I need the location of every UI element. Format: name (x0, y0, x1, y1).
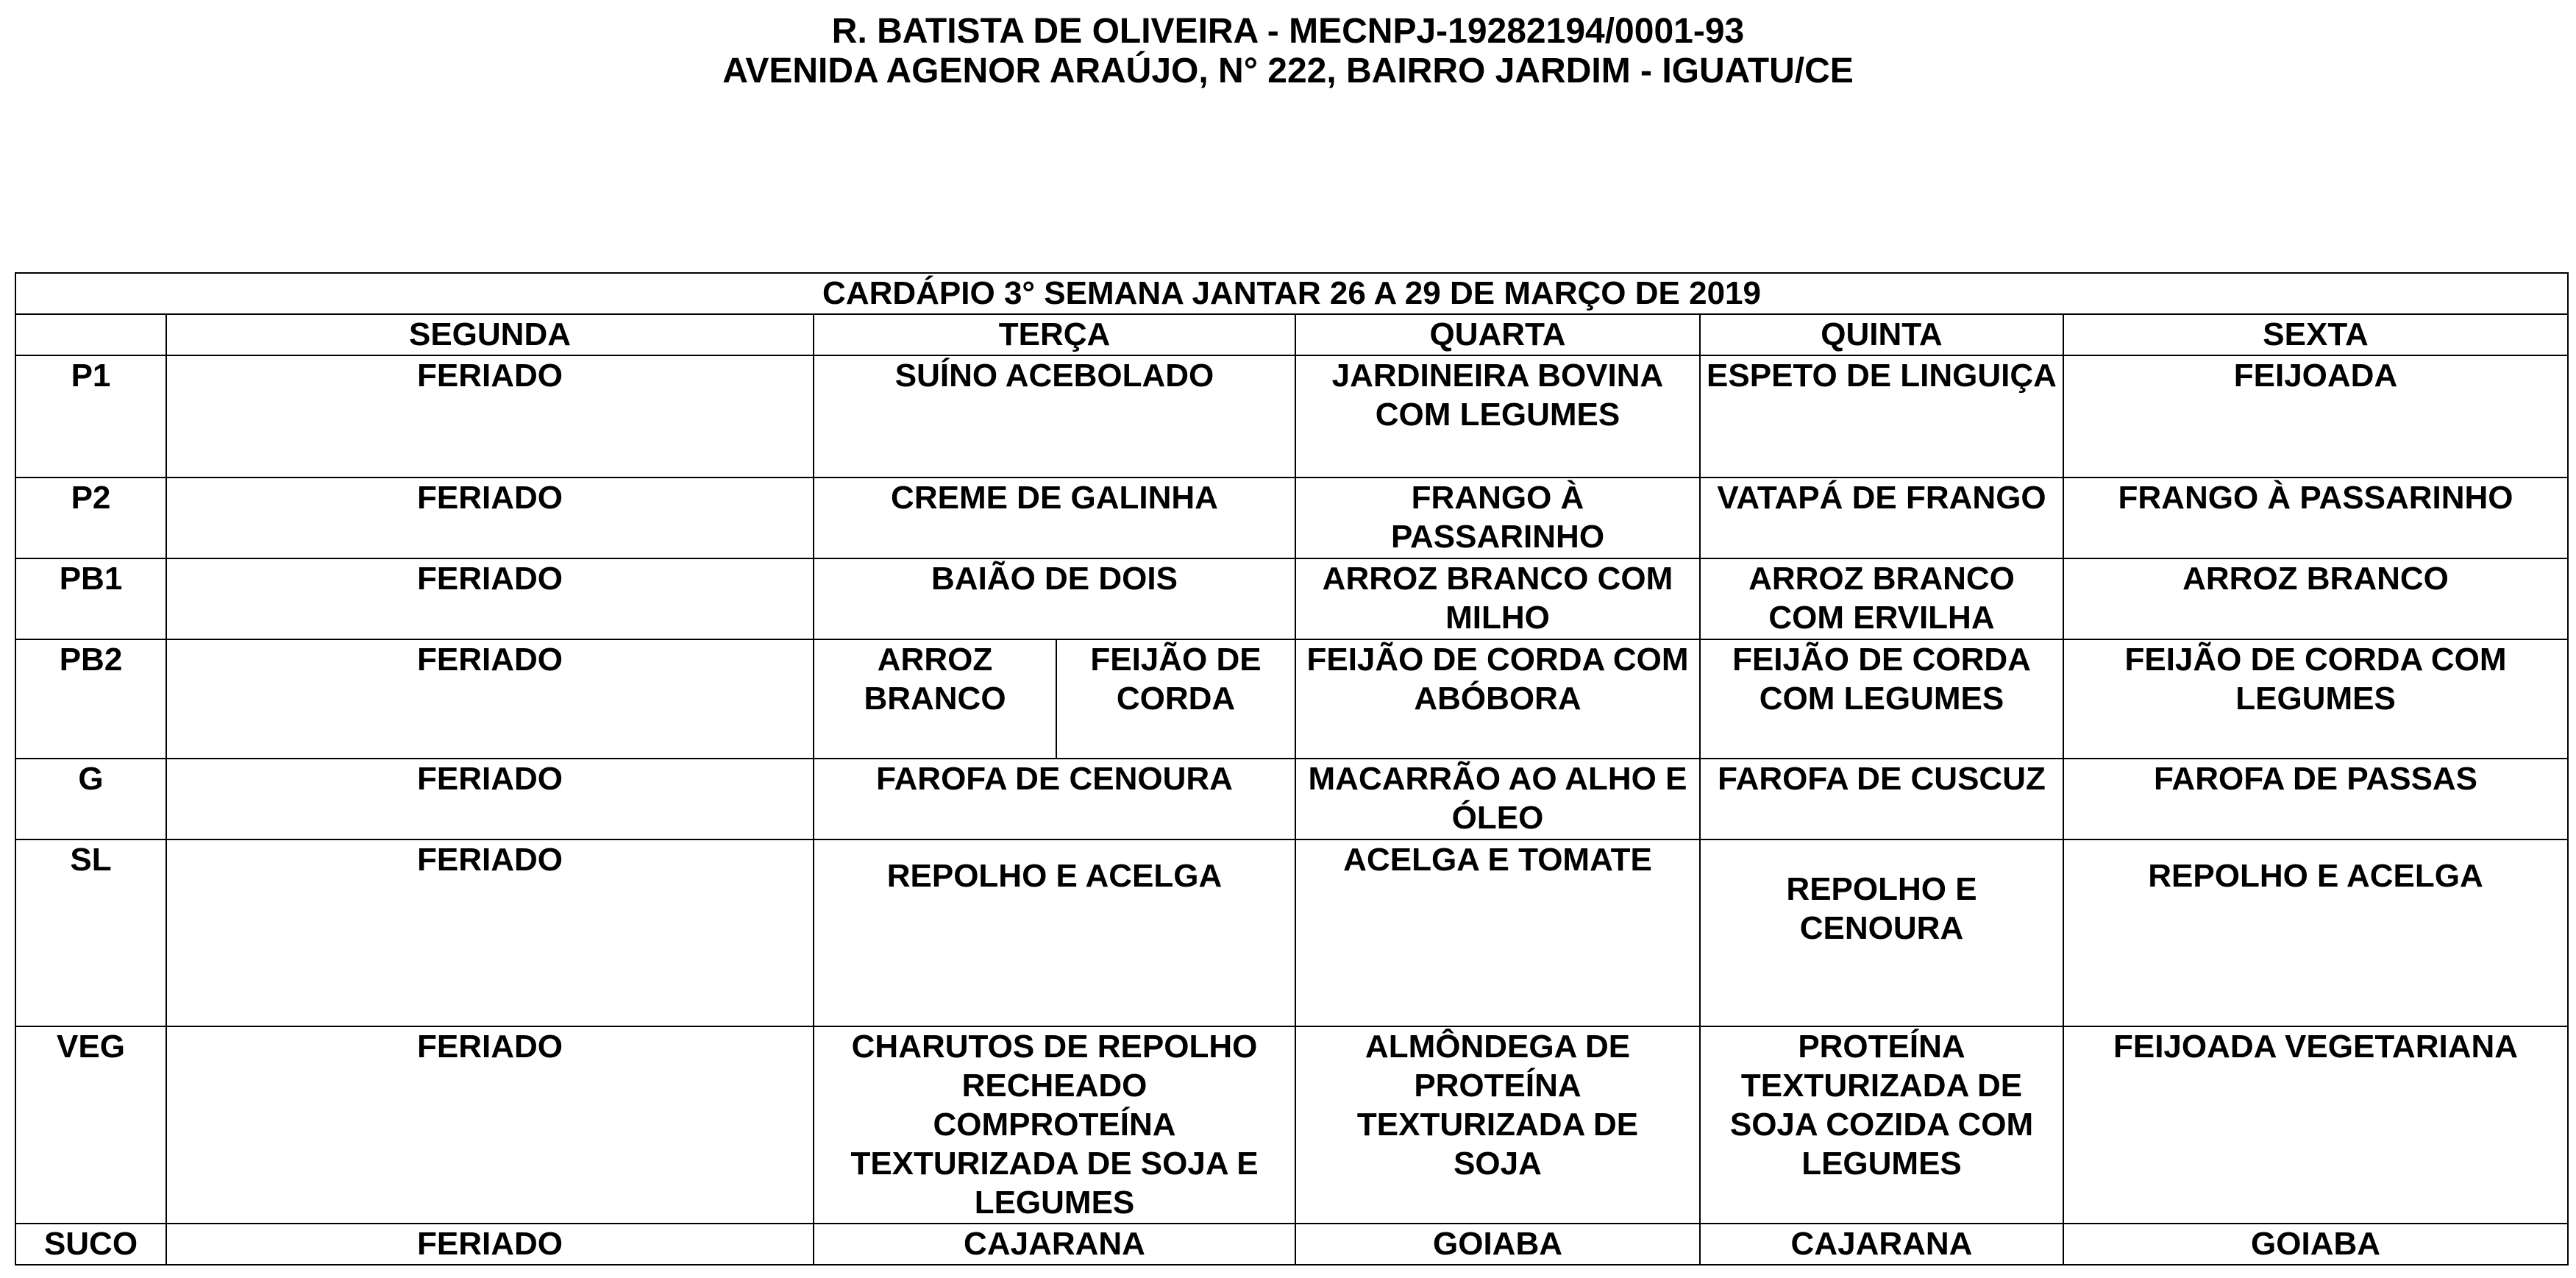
caption-row (15, 273, 2568, 314)
cell-p1-segunda: FERIADO (166, 355, 814, 478)
cell-veg-quarta: ALMÔNDEGA DE PROTEÍNA TEXTURIZADA DE SOJA (1295, 1026, 1700, 1224)
menu-row-pb1 (15, 558, 2568, 639)
company-name-line: R. BATISTA DE OLIVEIRA - MECNPJ-19282194/0001-93 (831, 12, 1745, 51)
day-header-sexta: SEXTA (2063, 314, 2568, 355)
cell-sl-segunda: FERIADO (166, 839, 814, 1026)
day-header-segunda: SEGUNDA (166, 314, 814, 355)
day-header-terca: TERÇA (814, 314, 1295, 355)
cell-pb1-terca: BAIÃO DE DOIS (814, 558, 1295, 639)
cell-pb2-terca-arroz: ARROZ BRANCO (814, 639, 1056, 759)
corner-cell (15, 314, 166, 355)
menu-caption: CARDÁPIO 3° SEMANA JANTAR 26 A 29 DE MARÇO DE 2019 (15, 273, 2568, 314)
cell-g-sexta: FAROFA DE PASSAS (2063, 759, 2568, 839)
company-address-line: AVENIDA AGENOR ARAÚJO, N° 222, BAIRRO JARDIM - IGUATU/CE (722, 52, 1854, 90)
cell-suco-quinta: CAJARANA (1700, 1224, 2063, 1265)
menu-table (15, 272, 2569, 1265)
row-label-g: G (15, 759, 166, 839)
cell-g-terca: FAROFA DE CENOURA (814, 759, 1295, 839)
cell-pb2-segunda: FERIADO (166, 639, 814, 759)
document-header (0, 12, 2576, 91)
day-header-quarta: QUARTA (1295, 314, 1700, 355)
cell-p1-sexta: FEIJOADA (2063, 355, 2568, 478)
cell-pb2-quinta: FEIJÃO DE CORDA COM LEGUMES (1700, 639, 2063, 759)
row-label-sl: SL (15, 839, 166, 1026)
cell-veg-terca: CHARUTOS DE REPOLHO RECHEADO COMPROTEÍNA TEXTURIZADA DE SOJA E LEGUMES (814, 1026, 1295, 1224)
cell-pb1-segunda: FERIADO (166, 558, 814, 639)
menu-row-g (15, 759, 2568, 839)
menu-row-suco (15, 1224, 2568, 1265)
cell-p1-quarta: JARDINEIRA BOVINA COM LEGUMES (1295, 355, 1700, 478)
cell-pb2-quarta: FEIJÃO DE CORDA COM ABÓBORA (1295, 639, 1700, 759)
cell-pb2-sexta: FEIJÃO DE CORDA COM LEGUMES (2063, 639, 2568, 759)
cell-veg-segunda: FERIADO (166, 1026, 814, 1224)
row-label-pb1: PB1 (15, 558, 166, 639)
cell-veg-quinta: PROTEÍNA TEXTURIZADA DE SOJA COZIDA COM LEGUMES (1700, 1026, 2063, 1224)
cell-g-segunda: FERIADO (166, 759, 814, 839)
day-header-quinta: QUINTA (1700, 314, 2063, 355)
cell-suco-terca: CAJARANA (814, 1224, 1295, 1265)
row-label-p2: P2 (15, 478, 166, 558)
menu-row-pb2 (15, 639, 2568, 759)
row-label-veg: VEG (15, 1026, 166, 1224)
cell-pb1-quinta: ARROZ BRANCO COM ERVILHA (1700, 558, 2063, 639)
cell-sl-quinta: REPOLHO E CENOURA (1700, 839, 2063, 1026)
cell-p1-terca: SUÍNO ACEBOLADO (814, 355, 1295, 478)
cell-p2-quarta: FRANGO À PASSARINHO (1295, 478, 1700, 558)
cell-suco-quarta: GOIABA (1295, 1224, 1700, 1265)
cell-g-quarta: MACARRÃO AO ALHO E ÓLEO (1295, 759, 1700, 839)
cell-p1-quinta: ESPETO DE LINGUIÇA (1700, 355, 2063, 478)
row-label-pb2: PB2 (15, 639, 166, 759)
cell-pb1-sexta: ARROZ BRANCO (2063, 558, 2568, 639)
cell-pb2-terca-feijao: FEIJÃO DE CORDA (1056, 639, 1295, 759)
cell-g-quinta: FAROFA DE CUSCUZ (1700, 759, 2063, 839)
cell-veg-sexta: FEIJOADA VEGETARIANA (2063, 1026, 2568, 1224)
row-label-p1: P1 (15, 355, 166, 478)
day-header-row (15, 314, 2568, 355)
cell-suco-sexta: GOIABA (2063, 1224, 2568, 1265)
cell-sl-quarta: ACELGA E TOMATE (1295, 839, 1700, 1026)
cell-p2-sexta: FRANGO À PASSARINHO (2063, 478, 2568, 558)
cell-suco-segunda: FERIADO (166, 1224, 814, 1265)
cell-p2-segunda: FERIADO (166, 478, 814, 558)
cell-sl-terca: REPOLHO E ACELGA (814, 839, 1295, 1026)
menu-row-p1 (15, 355, 2568, 478)
cell-sl-sexta: REPOLHO E ACELGA (2063, 839, 2568, 1026)
cell-p2-quinta: VATAPÁ DE FRANGO (1700, 478, 2063, 558)
row-label-suco: SUCO (15, 1224, 166, 1265)
menu-row-sl (15, 839, 2568, 1026)
cell-p2-terca: CREME DE GALINHA (814, 478, 1295, 558)
menu-row-veg (15, 1026, 2568, 1224)
menu-row-p2 (15, 478, 2568, 558)
cell-pb1-quarta: ARROZ BRANCO COM MILHO (1295, 558, 1700, 639)
